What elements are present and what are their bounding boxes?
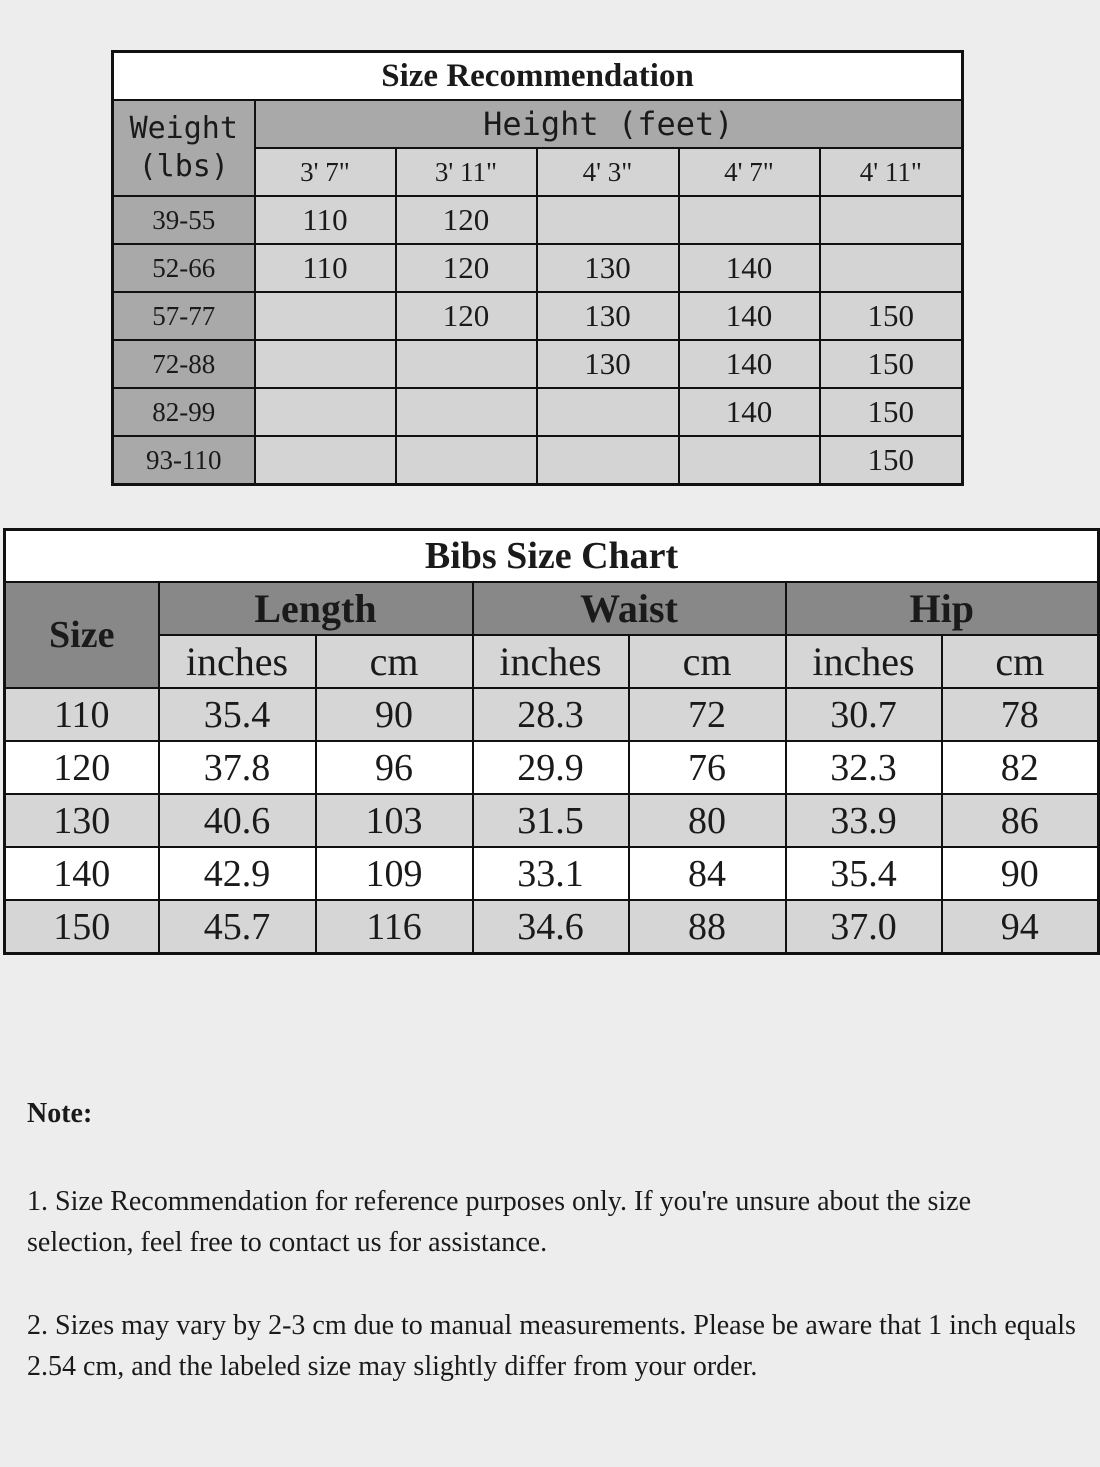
size-cell xyxy=(820,196,963,244)
length-cm: 103 xyxy=(316,794,473,847)
hip-inches: 35.4 xyxy=(786,847,942,900)
recommendation-row xyxy=(113,340,963,388)
size-cell xyxy=(255,436,396,485)
size-cell: 110 xyxy=(255,244,396,292)
size-cell: 150 xyxy=(820,292,963,340)
weight-header-unit: (lbs) xyxy=(138,149,229,184)
hip-cm: 94 xyxy=(942,900,1099,954)
length-cm: 109 xyxy=(316,847,473,900)
waist-inches: 29.9 xyxy=(473,741,629,794)
hip-cm: 82 xyxy=(942,741,1099,794)
hip-cm: 90 xyxy=(942,847,1099,900)
size-cell xyxy=(396,340,537,388)
note-item-1: 1. Size Recommendation for reference purposes only. If you're unsure about the size selection, feel free to contact us for assistance. xyxy=(27,1186,972,1258)
height-col-4: 4' 11" xyxy=(820,148,963,196)
size-cell: 150 xyxy=(820,388,963,436)
recommendation-row xyxy=(113,196,963,244)
waist-cm: 76 xyxy=(629,741,786,794)
hip-header: Hip xyxy=(786,582,1099,635)
hip-cm: 78 xyxy=(942,688,1099,741)
weight-header-label: Weight xyxy=(129,111,238,146)
size-cell: 120 xyxy=(396,244,537,292)
unit-header: inches xyxy=(473,635,629,688)
size-cell xyxy=(679,436,820,485)
waist-cm: 88 xyxy=(629,900,786,954)
size-value: 150 xyxy=(5,900,159,954)
recommendation-row xyxy=(113,436,963,485)
hip-inches: 33.9 xyxy=(786,794,942,847)
unit-header: cm xyxy=(629,635,786,688)
size-header: Size xyxy=(5,582,159,688)
hip-inches: 32.3 xyxy=(786,741,942,794)
size-value: 130 xyxy=(5,794,159,847)
waist-cm: 84 xyxy=(629,847,786,900)
length-cm: 96 xyxy=(316,741,473,794)
size-cell: 140 xyxy=(679,340,820,388)
length-inches: 42.9 xyxy=(159,847,316,900)
size-cell xyxy=(537,196,679,244)
size-cell: 120 xyxy=(396,292,537,340)
waist-inches: 31.5 xyxy=(473,794,629,847)
height-header: Height (feet) xyxy=(255,100,963,148)
size-cell xyxy=(537,388,679,436)
height-col-0: 3' 7" xyxy=(255,148,396,196)
size-cell: 120 xyxy=(396,196,537,244)
size-cell: 130 xyxy=(537,340,679,388)
recommendation-row xyxy=(113,388,963,436)
hip-inches: 30.7 xyxy=(786,688,942,741)
length-inches: 35.4 xyxy=(159,688,316,741)
recommendation-row xyxy=(113,244,963,292)
size-cell: 140 xyxy=(679,292,820,340)
waist-header: Waist xyxy=(473,582,786,635)
bibs-size-chart-table xyxy=(3,528,1100,955)
length-inches: 45.7 xyxy=(159,900,316,954)
length-cm: 90 xyxy=(316,688,473,741)
height-col-2: 4' 3" xyxy=(537,148,679,196)
waist-inches: 33.1 xyxy=(473,847,629,900)
unit-header: inches xyxy=(159,635,316,688)
size-value: 140 xyxy=(5,847,159,900)
length-header: Length xyxy=(159,582,473,635)
weight-range: 52-66 xyxy=(113,244,255,292)
size-cell xyxy=(396,436,537,485)
size-value: 110 xyxy=(5,688,159,741)
weight-range: 72-88 xyxy=(113,340,255,388)
waist-cm: 80 xyxy=(629,794,786,847)
weight-range: 82-99 xyxy=(113,388,255,436)
length-cm: 116 xyxy=(316,900,473,954)
size-cell: 150 xyxy=(820,436,963,485)
weight-range: 93-110 xyxy=(113,436,255,485)
waist-cm: 72 xyxy=(629,688,786,741)
size-cell: 150 xyxy=(820,340,963,388)
height-col-1: 3' 11" xyxy=(396,148,537,196)
size-cell: 140 xyxy=(679,244,820,292)
size-value: 120 xyxy=(5,741,159,794)
waist-inches: 28.3 xyxy=(473,688,629,741)
table-row xyxy=(5,847,1099,900)
note-item-2: 2. Sizes may vary by 2-3 cm due to manual measurements. Please be aware that 1 inch equals 2.54 cm, and the labeled size may slightly differ from your order. xyxy=(27,1310,1076,1382)
size-cell xyxy=(255,340,396,388)
weight-range: 39-55 xyxy=(113,196,255,244)
unit-header: cm xyxy=(942,635,1099,688)
waist-inches: 34.6 xyxy=(473,900,629,954)
height-col-3: 4' 7" xyxy=(679,148,820,196)
bibs-title: Bibs Size Chart xyxy=(5,530,1099,583)
weight-range: 57-77 xyxy=(113,292,255,340)
weight-header xyxy=(113,100,255,196)
size-recommendation-table xyxy=(111,50,964,486)
unit-header: inches xyxy=(786,635,942,688)
hip-inches: 37.0 xyxy=(786,900,942,954)
size-cell xyxy=(820,244,963,292)
table-row xyxy=(5,900,1099,954)
length-inches: 40.6 xyxy=(159,794,316,847)
size-cell xyxy=(255,388,396,436)
size-cell xyxy=(396,388,537,436)
size-cell: 130 xyxy=(537,244,679,292)
size-cell: 110 xyxy=(255,196,396,244)
hip-cm: 86 xyxy=(942,794,1099,847)
recommendation-row xyxy=(113,292,963,340)
size-cell xyxy=(537,436,679,485)
size-cell xyxy=(679,196,820,244)
recommendation-title: Size Recommendation xyxy=(113,52,963,101)
table-row xyxy=(5,794,1099,847)
size-cell: 140 xyxy=(679,388,820,436)
unit-header: cm xyxy=(316,635,473,688)
table-row xyxy=(5,741,1099,794)
length-inches: 37.8 xyxy=(159,741,316,794)
note-title: Note: xyxy=(27,1098,93,1129)
size-cell xyxy=(255,292,396,340)
size-cell: 130 xyxy=(537,292,679,340)
table-row xyxy=(5,688,1099,741)
